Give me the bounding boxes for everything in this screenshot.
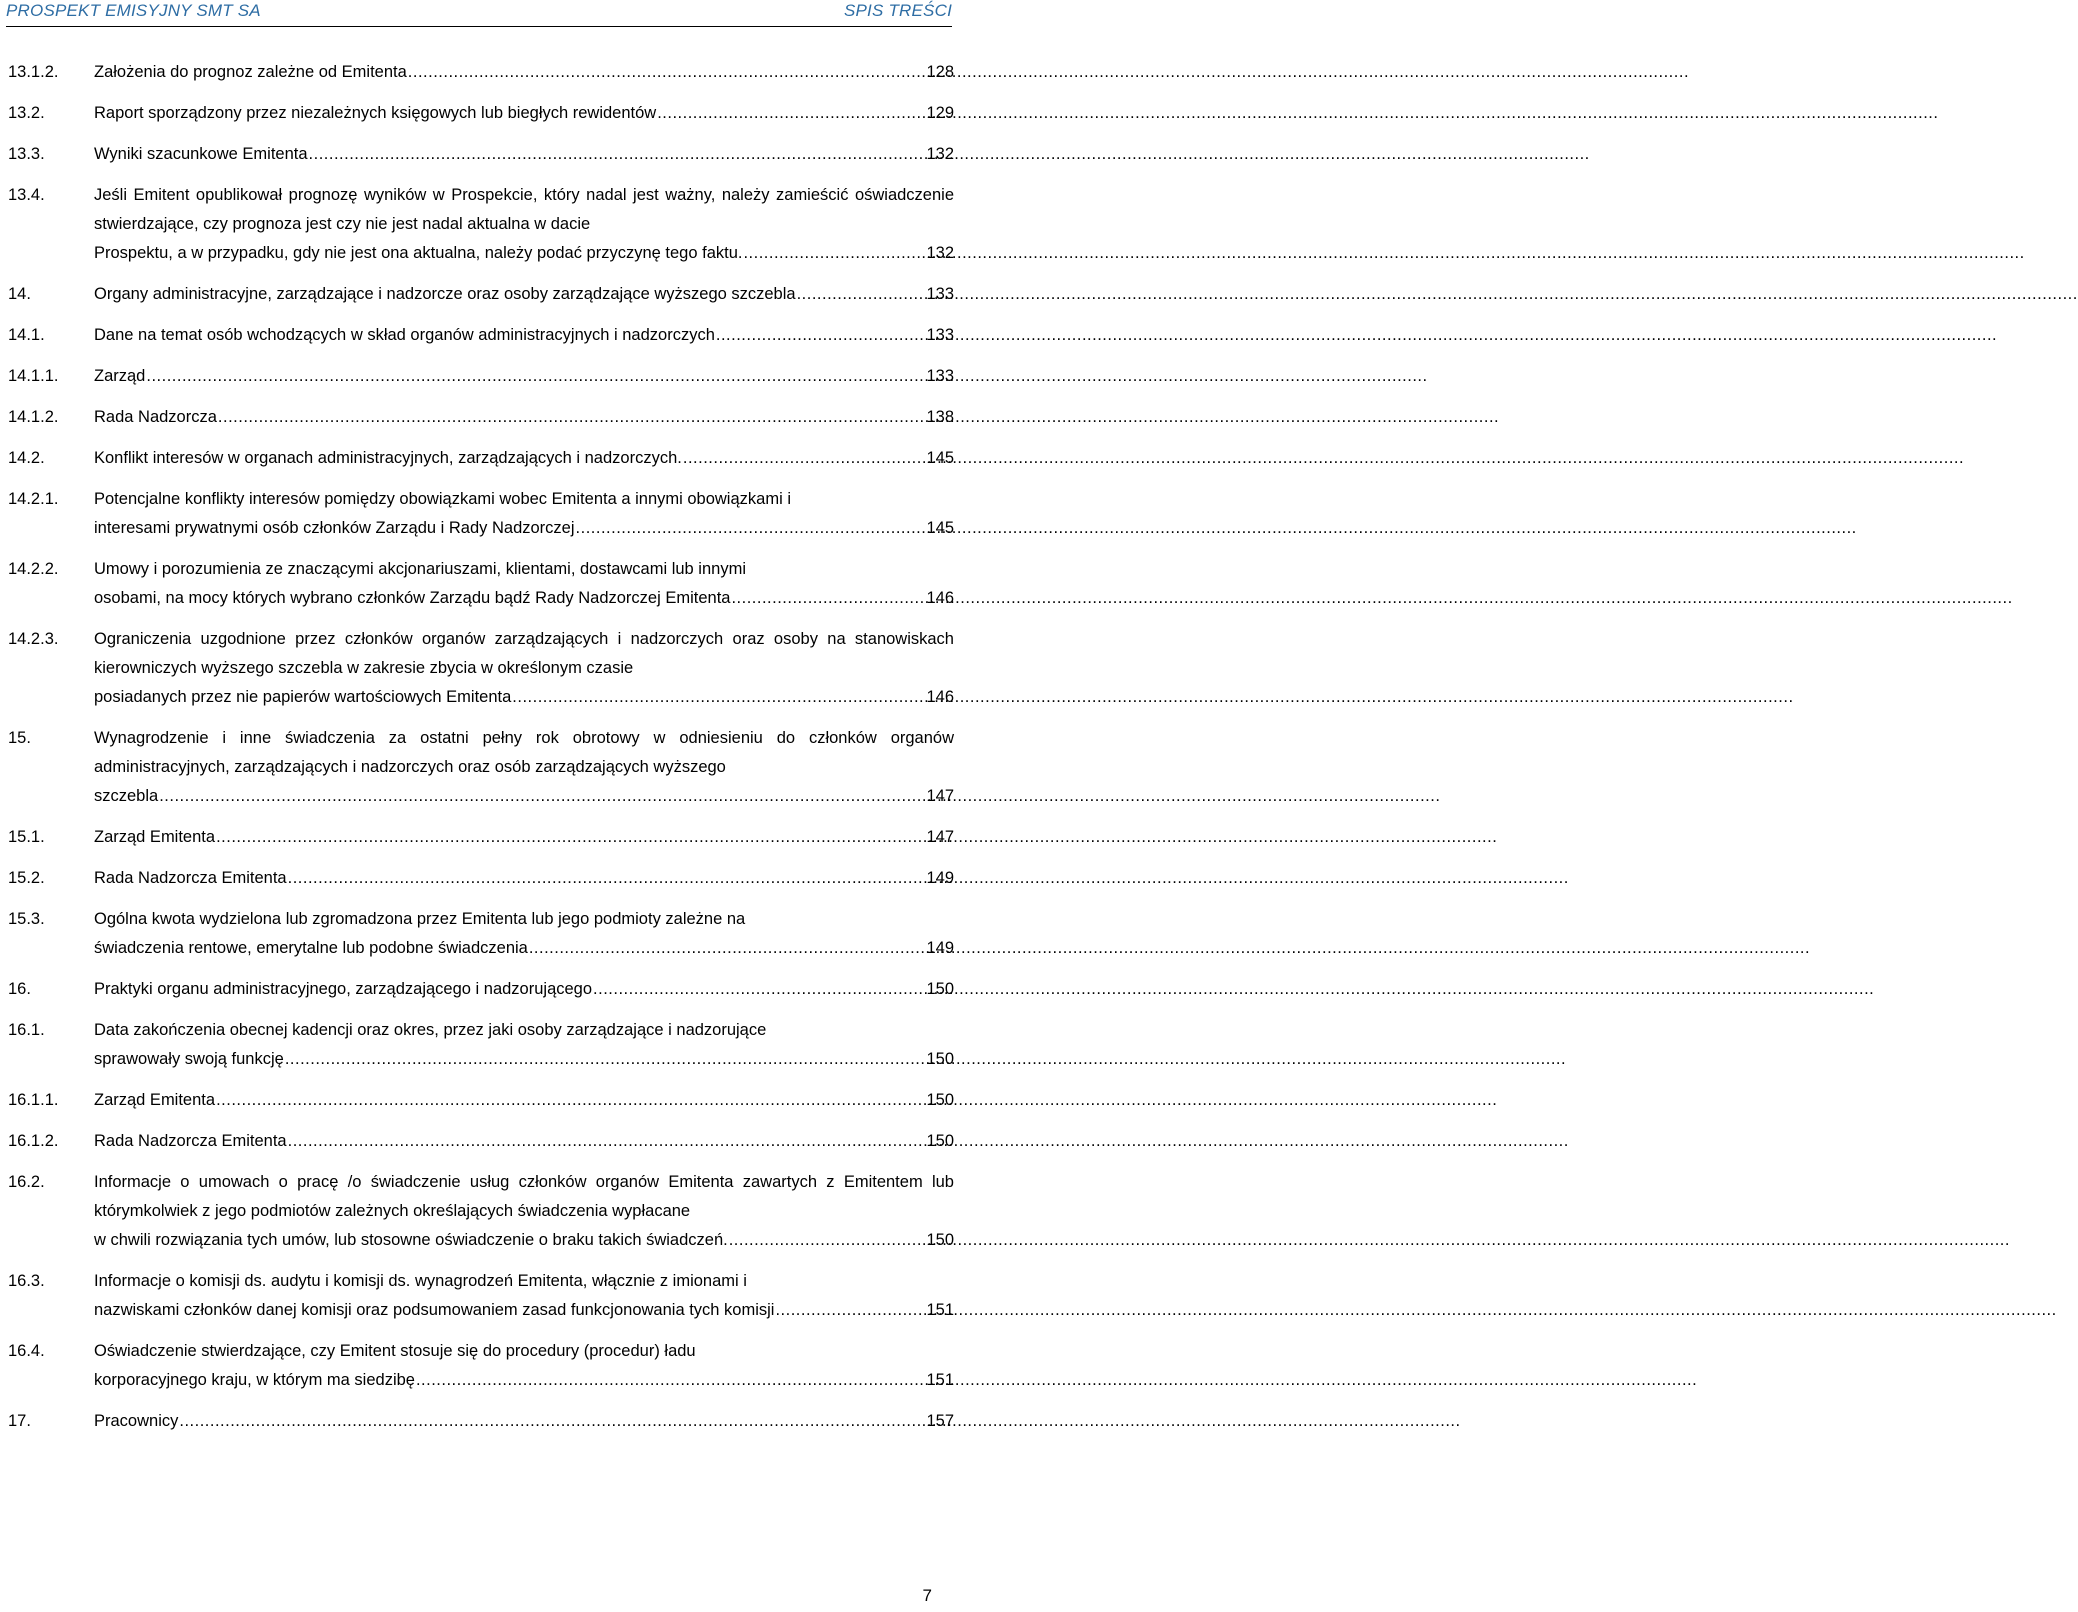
toc-entry[interactable]: [8, 1016, 954, 1074]
toc-entry-title-lead: Informacje o komisji ds. audytu i komisji ds. wynagrodzeń Emitenta, włącznie z imionami i: [94, 1272, 747, 1290]
toc-entry[interactable]: [8, 403, 954, 432]
toc-entry-page: 128: [926, 63, 954, 81]
toc-entry-page: 150: [926, 1231, 954, 1249]
toc-entry-title: szczebla: [94, 787, 159, 805]
toc-entry-line: [94, 1366, 954, 1395]
toc-entry-title-lead: Ogólna kwota wydzielona lub zgromadzona przez Emitenta lub jego podmioty zależne na: [94, 910, 746, 928]
toc-entry-number: 14.1.: [8, 326, 45, 344]
toc-entry-title: korporacyjnego kraju, w którym ma siedzibę: [94, 1371, 415, 1389]
dot-leader: [408, 58, 926, 87]
dot-leader: [288, 864, 926, 893]
dot-leader: [216, 1086, 925, 1115]
toc-entry-number: 14.2.3.: [8, 630, 59, 648]
toc-entry[interactable]: [8, 58, 954, 87]
toc-entry[interactable]: [8, 864, 954, 893]
toc-entry-number: 14.1.2.: [8, 408, 59, 426]
toc-entry[interactable]: [8, 975, 954, 1004]
toc-entry-title-lead: Ograniczenia uzgodnione przez członków organów zarządzających i nadzorczych oraz osoby na stanowiskach kierowniczych wyższego szczebla w zakresie zbycia w określonym czasie: [94, 630, 954, 677]
toc-entry-number: 15.: [8, 729, 31, 747]
toc-entry-number: 14.: [8, 285, 31, 303]
toc-entry-title-lead: Oświadczenie stwierdzające, czy Emitent stosuje się do procedury (procedur) ładu: [94, 1342, 696, 1360]
toc-entry-line: [94, 1296, 954, 1325]
dot-leader: [683, 444, 926, 473]
toc-entry[interactable]: [8, 555, 954, 613]
section-title: SPIS TREŚCI: [843, 1, 952, 20]
toc-entry-line: [94, 782, 954, 811]
toc-entry-line: [94, 444, 954, 473]
toc-entry[interactable]: [8, 444, 954, 473]
toc-entry-number: 14.1.1.: [8, 367, 59, 385]
toc-entry-page: 146: [926, 688, 954, 706]
toc-entry[interactable]: [8, 140, 954, 169]
toc-entry-number: 14.2.: [8, 449, 45, 467]
toc-entry[interactable]: [8, 321, 954, 350]
toc-entry-number: 16.: [8, 980, 31, 998]
dot-leader: [529, 934, 926, 963]
toc-entry-page: 132: [926, 244, 954, 262]
toc-entry-line: [94, 403, 954, 432]
toc-entry-title: Praktyki organu administracyjnego, zarządzającego i nadzorującego: [94, 980, 593, 998]
dot-leader: [179, 1407, 925, 1436]
toc-entry[interactable]: [8, 181, 954, 268]
document-title: PROSPEKT EMISYJNY SMT SA: [6, 1, 261, 20]
toc-entry[interactable]: [8, 362, 954, 391]
toc-entry-line: [94, 514, 954, 543]
toc-entry-page: 147: [926, 828, 954, 846]
toc-entry-title-lead: Wynagrodzenie i inne świadczenia za ostatni pełny rok obrotowy w odniesieniu do członków organów administracyjnych, zarządzających i nadzorczych oraz osób zarządzających wyższego: [94, 729, 954, 776]
toc-entry-number: 16.3.: [8, 1272, 45, 1290]
toc-entry-line: [94, 1226, 954, 1255]
toc-entry-page: 129: [926, 104, 954, 122]
toc-entry-number: 16.2.: [8, 1173, 45, 1191]
toc-entry-title: Dane na temat osób wchodzących w skład organów administracyjnych i nadzorczych: [94, 326, 715, 344]
toc-entry-line: [94, 321, 954, 350]
toc-entry-page: 150: [926, 1132, 954, 1150]
toc-entry-number: 14.2.2.: [8, 560, 59, 578]
toc-entry-title: Wyniki szacunkowe Emitenta: [94, 145, 308, 163]
toc-entry-line: [94, 1086, 954, 1115]
dot-leader: [729, 1226, 926, 1255]
toc-entry-page: 149: [926, 869, 954, 887]
toc-entry-page: 150: [926, 1050, 954, 1068]
toc-entry-line: [94, 99, 954, 128]
toc-entry-page: 147: [926, 787, 954, 805]
toc-entry[interactable]: [8, 99, 954, 128]
toc-entry-title: Założenia do prognoz zależne od Emitenta: [94, 63, 407, 81]
toc-entry-title-lead: Data zakończenia obecnej kadencji oraz okres, przez jaki osoby zarządzające i nadzorujące: [94, 1021, 767, 1039]
toc-entry-line: [94, 683, 954, 712]
toc-entry-line: [94, 934, 954, 963]
toc-entry-line: [94, 239, 954, 268]
toc-entry-line: [94, 864, 954, 893]
toc-entry[interactable]: [8, 1267, 954, 1325]
toc-entry-line: [94, 975, 954, 1004]
toc-entry-page: 150: [926, 980, 954, 998]
dot-leader: [716, 321, 926, 350]
toc-entry-title: interesami prywatnymi osób członków Zarządu i Rady Nadzorczej: [94, 519, 575, 537]
toc-entry-line: [94, 823, 954, 852]
toc-entry-title: Raport sporządzony przez niezależnych księgowych lub biegłych rewidentów: [94, 104, 657, 122]
toc-entry-page: 133: [926, 367, 954, 385]
toc-entry-title: Zarząd Emitenta: [94, 1091, 216, 1109]
dot-leader: [775, 1296, 925, 1325]
toc-entry-page: 157: [926, 1412, 954, 1430]
toc-entry-number: 17.: [8, 1412, 31, 1430]
toc-entry[interactable]: [8, 625, 954, 712]
toc-entry-title: Pracownicy: [94, 1412, 179, 1430]
toc-entry-title-lead: Jeśli Emitent opublikował prognozę wyników w Prospekcie, który nadal jest ważny, należy zamieścić oświadczenie stwierdzające, czy prognoza jest czy nie jest nadal aktualna w dacie: [94, 186, 954, 233]
toc-entry-page: 150: [926, 1091, 954, 1109]
page-number: 7: [922, 1586, 932, 1605]
toc-entry[interactable]: [8, 1168, 954, 1255]
dot-leader: [797, 280, 926, 309]
toc-entry-title-lead: Potencjalne konflikty interesów pomiędzy obowiązkami wobec Emitenta a innymi obowiązkami i: [94, 490, 791, 508]
toc-entry[interactable]: [8, 485, 954, 543]
toc-entry-line: [94, 1045, 954, 1074]
toc-entry-page: 132: [926, 145, 954, 163]
dot-leader: [593, 975, 925, 1004]
toc-entry-number: 16.1.: [8, 1021, 45, 1039]
toc-entry-title: świadczenia rentowe, emerytalne lub podobne świadczenia: [94, 939, 528, 957]
toc-entry[interactable]: [8, 1127, 954, 1156]
toc-entry-line: [94, 280, 954, 309]
toc-entry-title: nazwiskami członków danej komisji oraz podsumowaniem zasad funkcjonowania tych komisji: [94, 1301, 775, 1319]
toc-entry-page: 145: [926, 519, 954, 537]
toc-entry-title: posiadanych przez nie papierów wartościowych Emitenta: [94, 688, 512, 706]
toc-entry[interactable]: [8, 724, 954, 811]
toc-entry-title-lead: Umowy i porozumienia ze znaczącymi akcjonariuszami, klientami, dostawcami lub innymi: [94, 560, 746, 578]
dot-leader: [288, 1127, 926, 1156]
toc-entry-number: 15.2.: [8, 869, 45, 887]
toc-entry-title: sprawowały swoją funkcję: [94, 1050, 284, 1068]
toc-entry-number: 13.2.: [8, 104, 45, 122]
toc-entry-number: 14.2.1.: [8, 490, 59, 508]
toc-entry-number: 13.1.2.: [8, 63, 59, 81]
toc-entry-title: Zarząd: [94, 367, 146, 385]
dot-leader: [218, 403, 926, 432]
toc-entry-title: Rada Nadzorcza Emitenta: [94, 1132, 287, 1150]
toc-entry[interactable]: [8, 1337, 954, 1395]
toc-entry-page: 151: [926, 1371, 954, 1389]
toc-entry-line: [94, 58, 954, 87]
toc-entry-number: 16.1.2.: [8, 1132, 59, 1150]
toc-entry-page: 149: [926, 939, 954, 957]
toc-entry-page: 138: [926, 408, 954, 426]
toc-entry[interactable]: [8, 905, 954, 963]
dot-leader: [159, 782, 925, 811]
toc-entry-title: Organy administracyjne, zarządzające i nadzorcze oraz osoby zarządzające wyższego szczebla: [94, 285, 796, 303]
dot-leader: [657, 99, 925, 128]
dot-leader: [285, 1045, 926, 1074]
toc-entry-title: Rada Nadzorcza: [94, 408, 217, 426]
dot-leader: [146, 362, 925, 391]
toc-entry[interactable]: [8, 280, 954, 309]
toc-entry-page: 133: [926, 326, 954, 344]
toc-entry-title: w chwili rozwiązania tych umów, lub stosowne oświadczenie o braku takich świadczeń.: [94, 1231, 728, 1249]
toc-entry[interactable]: [8, 823, 954, 852]
toc-entry-page: 151: [926, 1301, 954, 1319]
toc-entry-title: Rada Nadzorcza Emitenta: [94, 869, 287, 887]
dot-leader: [416, 1366, 926, 1395]
toc-entry-page: 133: [926, 285, 954, 303]
toc-entry-number: 16.1.1.: [8, 1091, 59, 1109]
toc-entry-title: Prospektu, a w przypadku, gdy nie jest ona aktualna, należy podać przyczynę tego faktu.: [94, 244, 743, 262]
toc-entry-number: 13.4.: [8, 186, 45, 204]
toc-entry-number: 13.3.: [8, 145, 45, 163]
toc-entry-title-lead: Informacje o umowach o pracę /o świadczenie usług członków organów Emitenta zawartych z Emitentem lub którymkolwiek z jego podmiotów zależnych określających świadczenia wypłacane: [94, 1173, 954, 1220]
table-of-contents: [8, 58, 954, 1448]
dot-leader: [512, 683, 925, 712]
page-header: [6, 0, 952, 27]
dot-leader: [576, 514, 926, 543]
toc-entry-line: [94, 584, 954, 613]
toc-entry-number: 16.4.: [8, 1342, 45, 1360]
toc-entry-number: 15.3.: [8, 910, 45, 928]
toc-entry-line: [94, 1127, 954, 1156]
toc-entry-title: Konflikt interesów w organach administracyjnych, zarządzających i nadzorczych.: [94, 449, 682, 467]
toc-entry-line: [94, 1407, 954, 1436]
toc-entry[interactable]: [8, 1407, 954, 1436]
toc-entry-title: Zarząd Emitenta: [94, 828, 216, 846]
toc-entry-title: osobami, na mocy których wybrano członków Zarządu bądź Rady Nadzorczej Emitenta: [94, 589, 731, 607]
toc-entry-page: 145: [926, 449, 954, 467]
toc-entry[interactable]: [8, 1086, 954, 1115]
dot-leader: [309, 140, 926, 169]
toc-entry-page: 146: [926, 589, 954, 607]
dot-leader: [731, 584, 925, 613]
toc-entry-line: [94, 362, 954, 391]
toc-entry-number: 15.1.: [8, 828, 45, 846]
dot-leader: [743, 239, 925, 268]
dot-leader: [216, 823, 925, 852]
toc-entry-line: [94, 140, 954, 169]
